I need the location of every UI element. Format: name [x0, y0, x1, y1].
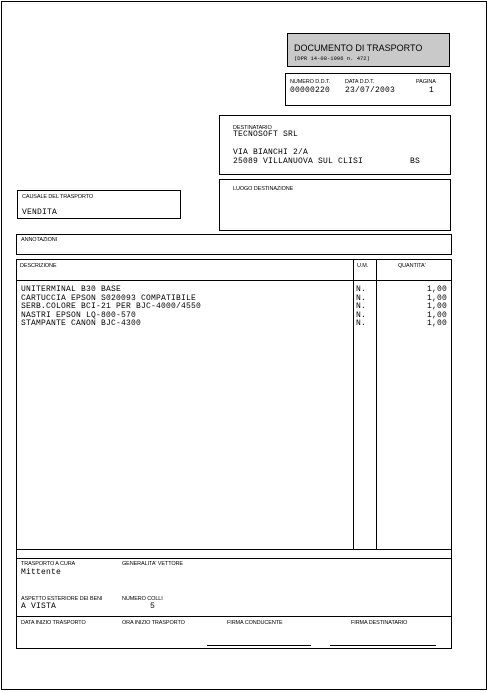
aspetto-label: ASPETTO ESTERIORE DEI BENI [21, 596, 103, 602]
firma-destinatario-label: FIRMA DESTINATARIO [351, 620, 408, 626]
causale-box [17, 190, 181, 219]
item-quantity: 1,00 [426, 285, 447, 294]
numero-value: 00000220 [290, 86, 331, 95]
item-description: CARTUCCIA EPSON S020093 COMPATIBILE [21, 293, 197, 303]
item-um: N. [356, 310, 367, 320]
item-um: N. [356, 319, 367, 328]
item-quantity: 1,00 [426, 302, 447, 311]
annotazioni-box [16, 234, 452, 255]
document-subtitle: (DPR 14-08-1996 n. 472) [294, 55, 370, 62]
item-um: N. [356, 285, 367, 294]
luogo-destinazione-box [219, 179, 451, 231]
footer-divider-1 [17, 549, 451, 550]
item-description: NASTRI EPSON LQ-800-570 [21, 310, 137, 320]
destinatario-label: DESTINATARIO [233, 125, 272, 131]
pagina-value: 1 [429, 86, 435, 95]
item-description: STAMPANTE CANON BJC-4300 [21, 319, 142, 328]
luogo-label: LUOGO DESTINAZIONE [233, 186, 294, 192]
doc-info-box [285, 73, 451, 106]
colli-label: NUMERO COLLI [122, 596, 163, 602]
items-table [16, 259, 452, 649]
item-um: N. [356, 293, 367, 303]
trasporto-label: TRASPORTO A CURA [21, 561, 76, 567]
document-title: DOCUMENTO DI TRASPORTO [294, 43, 423, 53]
annotazioni-label: ANNOTAZIONI [21, 237, 58, 243]
firma-conducente-label: FIRMA CONDUCENTE [227, 620, 283, 626]
destinatario-name: TECNOSOFT SRL [233, 130, 299, 139]
item-um: N. [356, 302, 367, 311]
col-divider-um [353, 260, 354, 549]
table-header-divider [17, 280, 451, 281]
destinatario-city: 25089 VILLANUOVA SUL CLISI [233, 157, 364, 166]
col-header-descrizione: DESCRIZIONE [20, 263, 57, 269]
ora-inizio-label: ORA INIZIO TRASPORTO [122, 620, 185, 626]
col-header-um: U.M. [357, 263, 369, 269]
item-quantity: 1,00 [426, 293, 447, 303]
data-value: 23/07/2003 [345, 86, 396, 95]
item-description: SERB.COLORE BCI-21 PER BJC-4000/4550 [21, 302, 202, 311]
item-quantity: 1,00 [426, 310, 447, 320]
causale-value: VENDITA [22, 208, 58, 217]
footer-divider-3 [17, 616, 451, 617]
firma-destinatario-line [330, 645, 436, 646]
item-quantity: 1,00 [426, 319, 447, 328]
trasporto-value: Mittente [21, 568, 62, 577]
destinatario-province: BS [410, 157, 421, 166]
footer-divider-2 [17, 558, 451, 559]
causale-label: CAUSALE DEL TRASPORTO [22, 194, 94, 200]
vettore-label: GENERALITA' VETTORE [122, 561, 183, 567]
destinatario-address: VIA BIANCHI 2/A [233, 148, 309, 157]
colli-value: 5 [150, 602, 156, 611]
numero-label: NUMERO D.D.T. [290, 79, 330, 85]
data-label: DATA D.D.T. [345, 79, 375, 85]
aspetto-value: A VISTA [21, 602, 57, 611]
destinatario-box [219, 115, 451, 175]
col-divider-qty [376, 260, 377, 549]
document-title-box [287, 33, 450, 67]
col-header-quantita: QUANTITA' [398, 263, 426, 269]
firma-conducente-line [207, 645, 311, 646]
pagina-label: PAGINA [416, 79, 436, 85]
data-inizio-label: DATA INIZIO TRASPORTO [21, 620, 86, 626]
item-description: UNITERMINAL B30 BASE [21, 285, 122, 294]
